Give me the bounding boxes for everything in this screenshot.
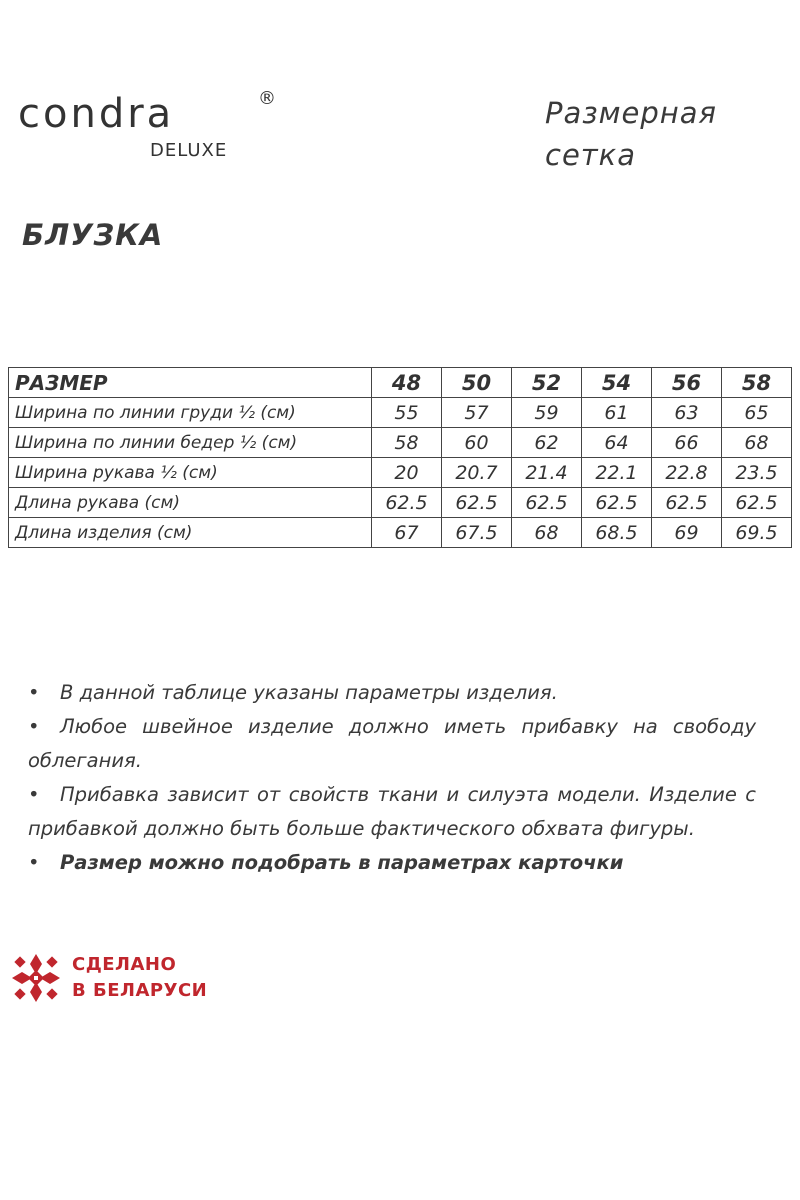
row-label: Ширина по линии груди ½ (см)	[9, 398, 372, 428]
note-item	[28, 846, 756, 880]
table-cell: 67	[372, 518, 442, 548]
table-cell: 22.1	[582, 458, 652, 488]
made-in-text	[72, 952, 207, 1004]
table-header-row	[9, 368, 792, 398]
document-title-line1: Размерная	[545, 96, 717, 130]
size-header: 58	[722, 368, 792, 398]
table-cell: 64	[582, 428, 652, 458]
ornament-icon	[8, 950, 64, 1006]
size-header: 56	[652, 368, 722, 398]
size-header-label: РАЗМЕР	[9, 368, 372, 398]
document-title	[545, 92, 765, 176]
document-title-line2: сетка	[545, 138, 636, 172]
made-in-belarus-badge	[8, 950, 207, 1006]
note-item	[28, 710, 756, 778]
table-cell: 58	[372, 428, 442, 458]
table-cell: 62.5	[722, 488, 792, 518]
size-table	[8, 367, 792, 548]
table-row	[9, 488, 792, 518]
table-cell: 23.5	[722, 458, 792, 488]
table-cell: 62.5	[372, 488, 442, 518]
table-cell: 21.4	[512, 458, 582, 488]
made-in-line2: В БЕЛАРУСИ	[72, 980, 208, 1001]
registered-mark: ®	[258, 88, 276, 109]
notes-list	[28, 676, 756, 880]
note-text: Любое швейное изделие должно иметь прибавку на свободу облегания.	[28, 715, 756, 772]
size-header: 50	[442, 368, 512, 398]
table-row	[9, 458, 792, 488]
table-cell: 57	[442, 398, 512, 428]
table-cell: 68.5	[582, 518, 652, 548]
table-cell: 62.5	[442, 488, 512, 518]
table-cell: 62.5	[512, 488, 582, 518]
table-cell: 68	[722, 428, 792, 458]
table-cell: 20.7	[442, 458, 512, 488]
table-cell: 68	[512, 518, 582, 548]
table-cell: 69	[652, 518, 722, 548]
row-label: Ширина по линии бедер ½ (см)	[9, 428, 372, 458]
brand-name: condra	[18, 91, 175, 137]
row-label: Ширина рукава ½ (см)	[9, 458, 372, 488]
note-text-bold: Размер можно подобрать в параметрах карточки	[60, 851, 624, 874]
table-cell: 69.5	[722, 518, 792, 548]
table-cell: 65	[722, 398, 792, 428]
table-cell: 61	[582, 398, 652, 428]
table-cell: 62.5	[582, 488, 652, 518]
table-cell: 67.5	[442, 518, 512, 548]
row-label: Длина изделия (см)	[9, 518, 372, 548]
product-name: БЛУЗКА	[22, 218, 164, 252]
row-label: Длина рукава (см)	[9, 488, 372, 518]
size-header: 48	[372, 368, 442, 398]
brand-logo	[18, 88, 276, 161]
bullet-icon: •	[28, 715, 40, 738]
table-cell: 55	[372, 398, 442, 428]
bullet-icon: •	[28, 851, 40, 874]
note-item	[28, 778, 756, 846]
made-in-line1: СДЕЛАНО	[72, 954, 177, 975]
table-cell: 60	[442, 428, 512, 458]
table-cell: 66	[652, 428, 722, 458]
table-cell: 62.5	[652, 488, 722, 518]
table-row	[9, 518, 792, 548]
table-cell: 20	[372, 458, 442, 488]
table-row	[9, 428, 792, 458]
table-cell: 59	[512, 398, 582, 428]
size-header: 54	[582, 368, 652, 398]
table-cell: 62	[512, 428, 582, 458]
table-cell: 63	[652, 398, 722, 428]
table-cell: 22.8	[652, 458, 722, 488]
bullet-icon: •	[28, 783, 40, 806]
brand-subtitle: DELUXE	[150, 140, 228, 161]
note-text: В данной таблице указаны параметры изделия.	[60, 681, 558, 704]
note-text: Прибавка зависит от свойств ткани и силуэта модели. Изделие с прибавкой должно быть больше фактического обхвата фигуры.	[28, 783, 756, 840]
size-header: 52	[512, 368, 582, 398]
bullet-icon: •	[28, 681, 40, 704]
note-item	[28, 676, 756, 710]
table-row	[9, 398, 792, 428]
